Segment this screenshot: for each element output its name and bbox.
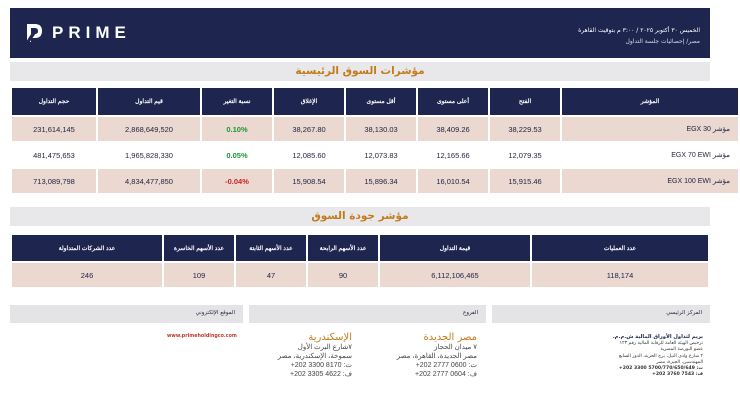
branch-address-line: ٧شارع البرت الأول — [297, 344, 352, 351]
hq-phone: +202 3300 5700/770/650/649 :ت — [618, 366, 703, 372]
volume-cell: 481,475,653 — [12, 143, 96, 167]
low-cell: 12,073.83 — [346, 143, 416, 167]
hq-line: عضو البورصة المصرية — [660, 347, 703, 353]
change-cell: -0.04% — [202, 169, 272, 193]
table-row — [12, 143, 738, 167]
web-title: الموقع الإلكتروني — [195, 310, 235, 316]
footer-web-head — [10, 305, 243, 323]
report-header — [10, 8, 710, 58]
col-losers: عدد الأسهم الخاسرة — [164, 235, 234, 261]
indices-table — [10, 86, 740, 195]
website-link[interactable]: www.primeholdingco.com — [167, 334, 237, 339]
prime-logo-icon — [24, 22, 44, 44]
table-row — [12, 263, 708, 287]
branch-fax: +202 3305 4622 :ف — [290, 371, 352, 378]
col-unchanged: عدد الأسهم الثابتة — [236, 235, 306, 261]
indices-title-band — [10, 62, 710, 81]
branch-heliopolis — [357, 332, 477, 379]
brand-logo — [24, 22, 131, 44]
hq-title: المركز الرئيسي — [666, 310, 702, 316]
index-name-cell: مؤشر EGX 70 EWI — [562, 143, 738, 167]
col-close: الإغلاق — [274, 88, 344, 115]
col-change: نسبة التغير — [202, 88, 272, 115]
col-volume: حجم التداول — [12, 88, 96, 115]
open-cell: 15,915.46 — [490, 169, 560, 193]
quality-header-row — [12, 235, 708, 261]
branch-phone: +202 2777 0600 :ت — [415, 362, 477, 369]
high-cell: 12,165.66 — [418, 143, 488, 167]
company-name: بريم لتداول الأوراق المالية ش.م.م. — [612, 334, 703, 340]
col-high: أعلى مستوى — [418, 88, 488, 115]
table-row — [12, 169, 738, 193]
close-cell: 12,085.60 — [274, 143, 344, 167]
col-value: قيم التداول — [98, 88, 200, 115]
quality-title-band — [10, 207, 710, 226]
branch-address-line: سموحة، الإسكندرية، مصر — [277, 353, 352, 360]
open-cell: 12,079.35 — [490, 143, 560, 167]
col-gainers: عدد الأسهم الرابحة — [308, 235, 378, 261]
change-cell: 0.05% — [202, 143, 272, 167]
col-traded-value: قيمة التداول — [380, 235, 530, 261]
change-cell: 0.10% — [202, 117, 272, 141]
indices-header-row — [12, 88, 738, 115]
report-subtitle: مصر/ إحصائيات جلسة التداول — [625, 38, 700, 45]
col-low: أقل مستوى — [346, 88, 416, 115]
traded-companies-cell: 246 — [12, 263, 162, 287]
branch-name: مصر الجديدة — [423, 332, 477, 343]
traded-value-cell: 6,112,106,465 — [380, 263, 530, 287]
footer-hq-head — [492, 305, 710, 323]
losers-cell: 109 — [164, 263, 234, 287]
col-transactions: عدد العمليات — [532, 235, 708, 261]
open-cell: 38,229.53 — [490, 117, 560, 141]
low-cell: 38,130.03 — [346, 117, 416, 141]
branch-name: الإسكندرية — [308, 332, 352, 343]
close-cell: 38,267.80 — [274, 117, 344, 141]
report-date: الخميس ٣٠ أكتوبر ٢٠٢٥ / ٣:٠٠ م بتوقيت القاهرة — [578, 27, 700, 34]
close-cell: 15,908.54 — [274, 169, 344, 193]
branch-alexandria — [242, 332, 352, 379]
col-index: المؤشر — [562, 88, 738, 115]
hq-line: المهندسين، الجيزة، مصر — [656, 359, 703, 365]
gainers-cell: 90 — [308, 263, 378, 287]
col-traded-companies: عدد الشركات المتداولة — [12, 235, 162, 261]
quality-table — [10, 233, 710, 289]
head-office — [563, 333, 703, 379]
quality-title: مؤشر جودة السوق — [311, 210, 409, 222]
branch-address-line: مصر الجديدة، القاهرة، مصر — [396, 353, 477, 360]
hq-line: ترخيص الهيئة العامة للرقابة المالية رقم ١٢٣ — [619, 341, 703, 346]
table-row — [12, 117, 738, 141]
value-cell: 1,965,828,330 — [98, 143, 200, 167]
footer-branches-head — [249, 305, 486, 323]
branches-title: الفروع — [463, 310, 478, 316]
brand-name: PRIME — [52, 23, 131, 42]
branch-fax: +202 2777 0604 :ف — [415, 371, 477, 378]
high-cell: 16,010.54 — [418, 169, 488, 193]
volume-cell: 713,089,798 — [12, 169, 96, 193]
unchanged-cell: 47 — [236, 263, 306, 287]
branch-address-line: ٧ ميدان الحجاز — [434, 344, 477, 351]
hq-fax: +202 3760 7543 :ف — [652, 372, 703, 378]
col-open: الفتح — [490, 88, 560, 115]
indices-title: مؤشرات السوق الرئيسية — [295, 65, 425, 77]
low-cell: 15,896.34 — [346, 169, 416, 193]
value-cell: 2,868,649,520 — [98, 117, 200, 141]
value-cell: 4,834,477,850 — [98, 169, 200, 193]
branch-phone: +202 3300 8170 :ت — [290, 362, 352, 369]
index-name-cell: مؤشر EGX 100 EWI — [562, 169, 738, 193]
high-cell: 38,409.26 — [418, 117, 488, 141]
index-name-cell: مؤشر EGX 30 — [562, 117, 738, 141]
volume-cell: 231,614,145 — [12, 117, 96, 141]
transactions-cell: 118,174 — [532, 263, 708, 287]
hq-line: ٢ شارع وادي النيل، برج الحرية، الدور السابع — [618, 353, 703, 359]
